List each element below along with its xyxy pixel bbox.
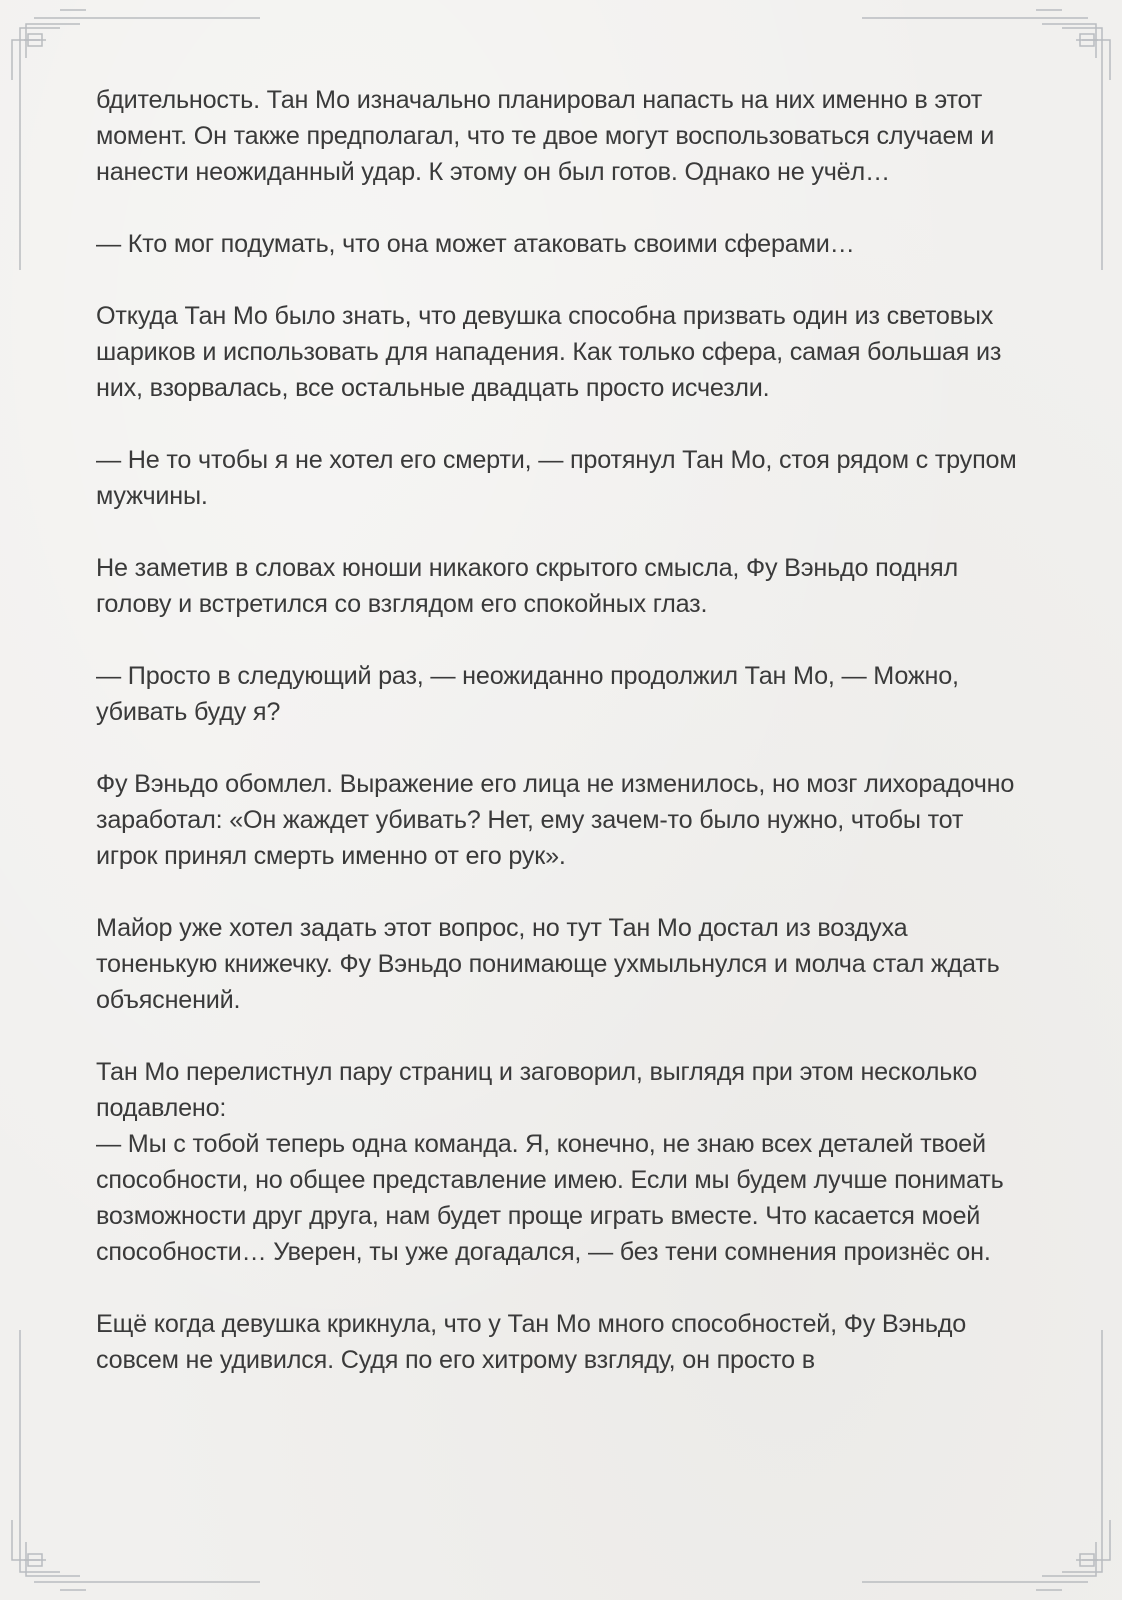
paragraph-6: — Просто в следующий раз, — неожиданно продолжил Тан Мо, — Можно, убивать буду я?: [96, 662, 959, 726]
paragraph-9: Тан Мо перелистнул пару страниц и заговорил, выглядя при этом несколько подавлено:: [96, 1058, 978, 1122]
paragraph-5: Не заметив в словах юноши никакого скрытого смысла, Фу Вэньдо поднял голову и встретился со взглядом его спокойных глаз.: [96, 554, 958, 618]
paragraph-10: — Мы с тобой теперь одна команда. Я, конечно, не знаю всех деталей твоей способности, но общее представление имею. Если мы будем лучше понимать возможности друг друга, нам будет проще играть вместе. Что касается моей способности… Уверен, ты уже догадался, — без тени сомнения произнёс он.: [96, 1130, 1004, 1266]
paragraph-1: бдительность. Тан Мо изначально планировал напасть на них именно в этот момент. Он также предполагал, что те двое могут воспользоваться случаем и нанести неожиданный удар. К этому он был готов. Однако не учёл…: [96, 86, 995, 186]
paragraph-2: — Кто мог подумать, что она может атаковать своими сферами…: [96, 230, 855, 258]
paragraph-7: Фу Вэньдо обомлел. Выражение его лица не изменилось, но мозг лихорадочно заработал: «Он жаждет убивать? Нет, ему зачем-то было нужно, чтобы тот игрок принял смерть именно от его рук».: [96, 770, 1015, 870]
document-body: [96, 82, 1031, 1414]
paragraph-4: — Не то чтобы я не хотел его смерти, — протянул Тан Мо, стоя рядом с трупом мужчины.: [96, 446, 1017, 510]
paragraph-11: Ещё когда девушка крикнула, что у Тан Мо много способностей, Фу Вэньдо совсем не удивился. Судя по его хитрому взгляду, он просто в: [96, 1310, 967, 1374]
paragraph-3: Откуда Тан Мо было знать, что девушка способна призвать один из световых шариков и использовать для нападения. Как только сфера, самая большая из них, взорвалась, все остальные двадцать просто исчезли.: [96, 302, 1002, 402]
paragraph-8: Майор уже хотел задать этот вопрос, но тут Тан Мо достал из воздуха тоненькую книжечку. Фу Вэньдо понимающе ухмыльнулся и молча стал ждать объяснений.: [96, 914, 1000, 1014]
